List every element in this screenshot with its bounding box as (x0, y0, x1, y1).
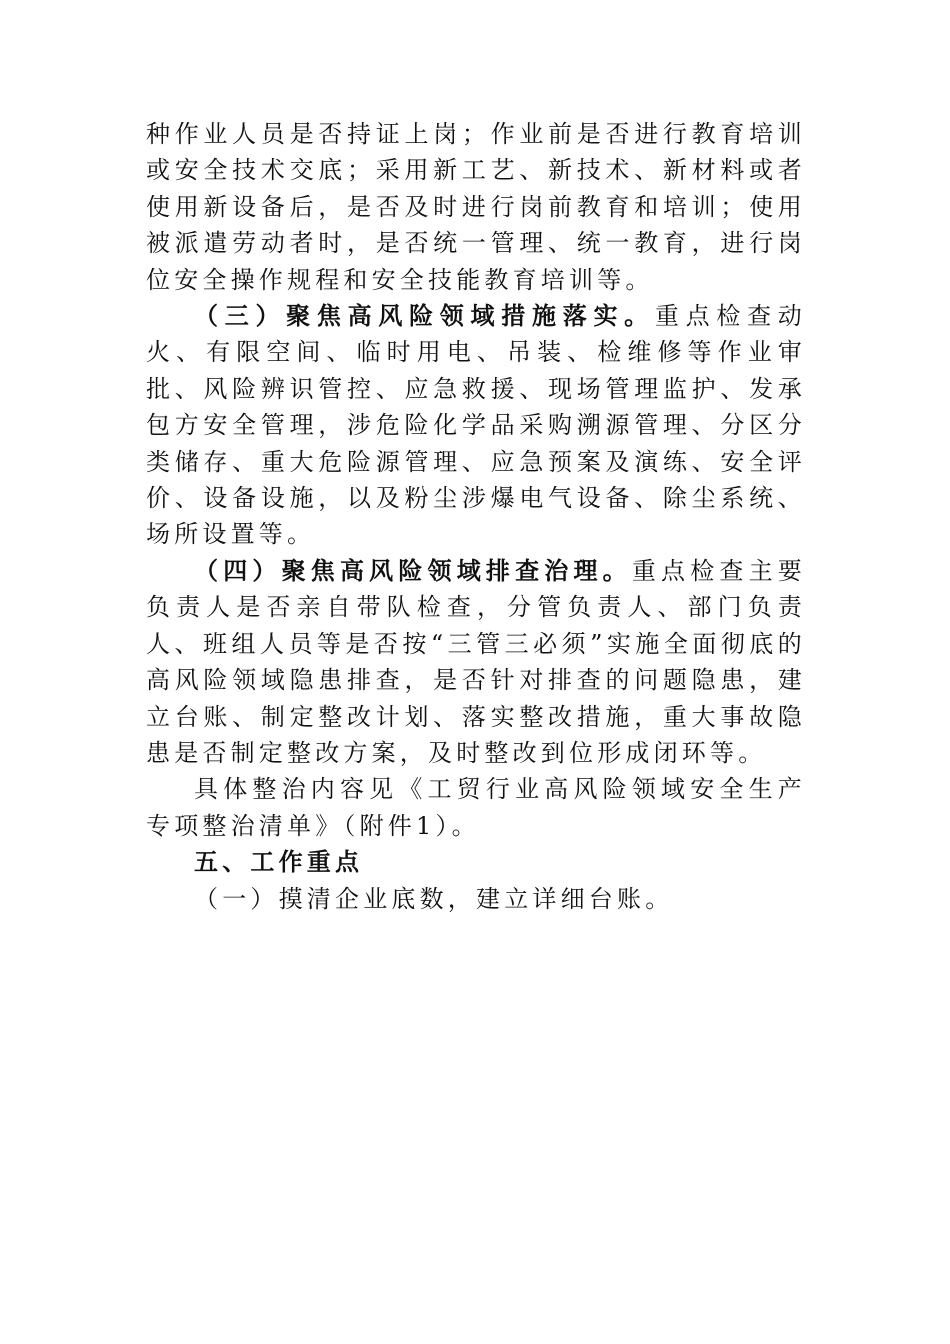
document-body (146, 116, 806, 917)
paragraph-appendix-reference: 具体整治内容见《工贸行业高风险领域安全生产专项整治清单》（附件1）。 (146, 775, 806, 840)
paragraph-hazard-investigation (146, 553, 806, 771)
section-lead-four: （四）聚焦高风险领域排查治理。 (194, 555, 632, 585)
paragraph-training-check: 种作业人员是否持证上岗；作业前是否进行教育培训或安全技术交底；采用新工艺、新技术、新材料或者使用新设备后，是否及时进行岗前教育和培训；使用被派遣劳动者时，是否统一管理、统一教育，进行岗位安全操作规程和安全技能教育培训等。 (146, 120, 806, 294)
paragraph-body-three: 重点检查动火、有限空间、临时用电、吊装、检维修等作业审批、风险辨识管控、应急救援、现场管理监护、发承包方安全管理，涉危险化学品采购溯源管理、分区分类储存、重大危险源管理、应急预案及演练、安全评价、设备设施，以及粉尘涉爆电气设备、除尘系统、场所设置等。 (146, 302, 807, 549)
paragraph-measures-implementation (146, 298, 806, 553)
section-lead-three: （三）聚焦高风险领域措施落实。 (194, 301, 655, 331)
section-heading-five: 五、工作重点 (194, 847, 364, 877)
paragraph-body-four: 重点检查主要负责人是否亲自带队检查，分管负责人、部门负责人、班组人员等是否按“三管三必须”实施全面彻底的高风险领域隐患排查，是否针对排查的问题隐患，建立台账、制定整改计划、落实整改措施，重大事故隐患是否制定整改方案，及时整改到位形成闭环等。 (146, 556, 807, 767)
paragraph-work-focus-one: （一）摸清企业底数，建立详细台账。 (194, 884, 674, 913)
